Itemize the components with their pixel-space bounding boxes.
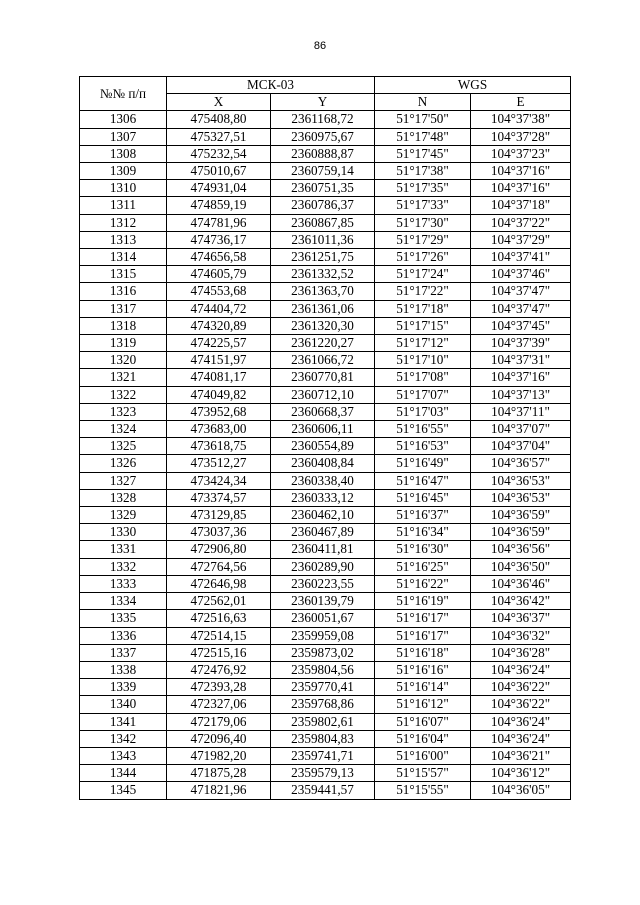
cell-e: 104°37'39" — [471, 335, 571, 352]
cell-e: 104°36'24" — [471, 713, 571, 730]
cell-x: 473683,00 — [167, 421, 271, 438]
cell-n: 51°16'53" — [375, 438, 471, 455]
cell-n: 51°17'12" — [375, 335, 471, 352]
cell-y: 2360051,67 — [271, 610, 375, 627]
table-row — [80, 283, 571, 300]
cell-e: 104°36'42" — [471, 593, 571, 610]
cell-number: 1321 — [80, 369, 167, 386]
table-row — [80, 421, 571, 438]
table-row — [80, 369, 571, 386]
cell-y: 2359768,86 — [271, 696, 375, 713]
cell-e: 104°37'45" — [471, 317, 571, 334]
cell-n: 51°16'30" — [375, 541, 471, 558]
cell-e: 104°37'46" — [471, 266, 571, 283]
page-number: 86 — [313, 40, 327, 52]
cell-number: 1319 — [80, 335, 167, 352]
cell-x: 471982,20 — [167, 747, 271, 764]
cell-e: 104°36'21" — [471, 747, 571, 764]
cell-n: 51°16'00" — [375, 747, 471, 764]
cell-number: 1328 — [80, 489, 167, 506]
cell-y: 2360751,35 — [271, 180, 375, 197]
cell-e: 104°36'59" — [471, 507, 571, 524]
cell-number: 1326 — [80, 455, 167, 472]
table-row — [80, 679, 571, 696]
cell-number: 1322 — [80, 386, 167, 403]
table-row — [80, 730, 571, 747]
cell-number: 1318 — [80, 317, 167, 334]
table-row — [80, 696, 571, 713]
table-row — [80, 403, 571, 420]
cell-y: 2360975,67 — [271, 128, 375, 145]
header-row-number: №№ п/п — [80, 77, 167, 111]
cell-n: 51°15'55" — [375, 782, 471, 799]
cell-number: 1307 — [80, 128, 167, 145]
cell-y: 2359959,08 — [271, 627, 375, 644]
cell-number: 1317 — [80, 300, 167, 317]
cell-x: 474404,72 — [167, 300, 271, 317]
cell-number: 1339 — [80, 679, 167, 696]
cell-y: 2360223,55 — [271, 575, 375, 592]
cell-n: 51°17'07" — [375, 386, 471, 403]
cell-e: 104°37'18" — [471, 197, 571, 214]
cell-e: 104°37'28" — [471, 128, 571, 145]
cell-number: 1311 — [80, 197, 167, 214]
cell-x: 475327,51 — [167, 128, 271, 145]
cell-e: 104°36'59" — [471, 524, 571, 541]
cell-number: 1331 — [80, 541, 167, 558]
cell-y: 2359804,56 — [271, 661, 375, 678]
table-row — [80, 489, 571, 506]
cell-x: 472646,98 — [167, 575, 271, 592]
cell-x: 474781,96 — [167, 214, 271, 231]
table-row — [80, 352, 571, 369]
cell-n: 51°17'33" — [375, 197, 471, 214]
cell-number: 1316 — [80, 283, 167, 300]
cell-n: 51°17'10" — [375, 352, 471, 369]
table-row — [80, 317, 571, 334]
table-row — [80, 593, 571, 610]
table-row — [80, 472, 571, 489]
cell-e: 104°36'32" — [471, 627, 571, 644]
cell-x: 472906,80 — [167, 541, 271, 558]
cell-n: 51°16'14" — [375, 679, 471, 696]
cell-n: 51°16'12" — [375, 696, 471, 713]
table-row — [80, 541, 571, 558]
cell-e: 104°37'47" — [471, 283, 571, 300]
table-row — [80, 661, 571, 678]
cell-x: 473512,27 — [167, 455, 271, 472]
cell-n: 51°16'18" — [375, 644, 471, 661]
cell-y: 2360712,10 — [271, 386, 375, 403]
cell-y: 2360338,40 — [271, 472, 375, 489]
table-row — [80, 747, 571, 764]
header-col-x: X — [167, 94, 271, 111]
cell-x: 474081,17 — [167, 369, 271, 386]
table-row — [80, 765, 571, 782]
cell-x: 474553,68 — [167, 283, 271, 300]
cell-y: 2359873,02 — [271, 644, 375, 661]
cell-e: 104°37'16" — [471, 369, 571, 386]
cell-e: 104°36'53" — [471, 489, 571, 506]
table-row — [80, 627, 571, 644]
cell-y: 2361011,36 — [271, 231, 375, 248]
cell-x: 472096,40 — [167, 730, 271, 747]
table-body — [80, 111, 571, 799]
table-row — [80, 266, 571, 283]
cell-n: 51°17'35" — [375, 180, 471, 197]
table-row — [80, 782, 571, 799]
cell-number: 1310 — [80, 180, 167, 197]
cell-number: 1329 — [80, 507, 167, 524]
table-row — [80, 386, 571, 403]
cell-y: 2360462,10 — [271, 507, 375, 524]
cell-y: 2361251,75 — [271, 249, 375, 266]
cell-e: 104°37'41" — [471, 249, 571, 266]
cell-n: 51°16'22" — [375, 575, 471, 592]
cell-y: 2359770,41 — [271, 679, 375, 696]
table-row — [80, 507, 571, 524]
cell-e: 104°37'16" — [471, 180, 571, 197]
table-header — [80, 77, 571, 111]
cell-y: 2361361,06 — [271, 300, 375, 317]
cell-number: 1309 — [80, 163, 167, 180]
cell-e: 104°36'12" — [471, 765, 571, 782]
cell-number: 1325 — [80, 438, 167, 455]
cell-y: 2361220,27 — [271, 335, 375, 352]
cell-y: 2360411,81 — [271, 541, 375, 558]
cell-y: 2360867,85 — [271, 214, 375, 231]
cell-n: 51°16'37" — [375, 507, 471, 524]
cell-y: 2361363,70 — [271, 283, 375, 300]
cell-e: 104°36'50" — [471, 558, 571, 575]
cell-e: 104°37'11" — [471, 403, 571, 420]
cell-y: 2360888,87 — [271, 145, 375, 162]
cell-x: 472562,01 — [167, 593, 271, 610]
cell-n: 51°15'57" — [375, 765, 471, 782]
cell-y: 2360668,37 — [271, 403, 375, 420]
cell-n: 51°17'50" — [375, 111, 471, 128]
cell-e: 104°37'47" — [471, 300, 571, 317]
cell-x: 474151,97 — [167, 352, 271, 369]
cell-number: 1345 — [80, 782, 167, 799]
cell-x: 472327,06 — [167, 696, 271, 713]
cell-x: 475408,80 — [167, 111, 271, 128]
cell-number: 1306 — [80, 111, 167, 128]
cell-number: 1334 — [80, 593, 167, 610]
cell-number: 1313 — [80, 231, 167, 248]
table-row — [80, 197, 571, 214]
cell-y: 2360139,79 — [271, 593, 375, 610]
cell-x: 474049,82 — [167, 386, 271, 403]
cell-x: 472476,92 — [167, 661, 271, 678]
cell-y: 2359441,57 — [271, 782, 375, 799]
cell-e: 104°37'07" — [471, 421, 571, 438]
table-row — [80, 558, 571, 575]
header-col-e: E — [471, 94, 571, 111]
header-col-n: N — [375, 94, 471, 111]
cell-x: 473374,57 — [167, 489, 271, 506]
cell-number: 1308 — [80, 145, 167, 162]
table-row — [80, 575, 571, 592]
cell-x: 472516,63 — [167, 610, 271, 627]
header-group-wgs: WGS — [375, 77, 571, 94]
cell-number: 1342 — [80, 730, 167, 747]
cell-number: 1344 — [80, 765, 167, 782]
cell-n: 51°16'34" — [375, 524, 471, 541]
cell-x: 473618,75 — [167, 438, 271, 455]
cell-n: 51°16'25" — [375, 558, 471, 575]
cell-e: 104°36'37" — [471, 610, 571, 627]
cell-number: 1315 — [80, 266, 167, 283]
cell-number: 1320 — [80, 352, 167, 369]
table-row — [80, 214, 571, 231]
cell-y: 2361066,72 — [271, 352, 375, 369]
cell-number: 1343 — [80, 747, 167, 764]
cell-number: 1312 — [80, 214, 167, 231]
cell-e: 104°36'53" — [471, 472, 571, 489]
table-row — [80, 231, 571, 248]
cell-y: 2360408,84 — [271, 455, 375, 472]
cell-n: 51°16'49" — [375, 455, 471, 472]
cell-number: 1336 — [80, 627, 167, 644]
table-row — [80, 163, 571, 180]
cell-x: 474859,19 — [167, 197, 271, 214]
table-row — [80, 713, 571, 730]
cell-n: 51°17'45" — [375, 145, 471, 162]
cell-e: 104°37'04" — [471, 438, 571, 455]
cell-x: 474605,79 — [167, 266, 271, 283]
table-row — [80, 438, 571, 455]
cell-x: 474736,17 — [167, 231, 271, 248]
cell-x: 472514,15 — [167, 627, 271, 644]
cell-e: 104°37'23" — [471, 145, 571, 162]
cell-e: 104°36'28" — [471, 644, 571, 661]
cell-e: 104°37'13" — [471, 386, 571, 403]
cell-n: 51°17'30" — [375, 214, 471, 231]
coordinates-table — [79, 76, 571, 800]
cell-n: 51°16'45" — [375, 489, 471, 506]
cell-e: 104°36'56" — [471, 541, 571, 558]
cell-x: 474225,57 — [167, 335, 271, 352]
cell-x: 473037,36 — [167, 524, 271, 541]
cell-number: 1314 — [80, 249, 167, 266]
header-col-y: Y — [271, 94, 375, 111]
cell-e: 104°36'24" — [471, 730, 571, 747]
cell-e: 104°37'16" — [471, 163, 571, 180]
cell-x: 475010,67 — [167, 163, 271, 180]
cell-n: 51°16'04" — [375, 730, 471, 747]
cell-x: 471875,28 — [167, 765, 271, 782]
cell-y: 2359804,83 — [271, 730, 375, 747]
cell-n: 51°17'15" — [375, 317, 471, 334]
table-row — [80, 455, 571, 472]
cell-n: 51°17'08" — [375, 369, 471, 386]
cell-y: 2360289,90 — [271, 558, 375, 575]
cell-n: 51°16'47" — [375, 472, 471, 489]
cell-x: 472179,06 — [167, 713, 271, 730]
table-row — [80, 610, 571, 627]
cell-number: 1335 — [80, 610, 167, 627]
cell-y: 2360770,81 — [271, 369, 375, 386]
cell-x: 473424,34 — [167, 472, 271, 489]
cell-y: 2361320,30 — [271, 317, 375, 334]
cell-y: 2359802,61 — [271, 713, 375, 730]
cell-n: 51°16'19" — [375, 593, 471, 610]
table-row — [80, 644, 571, 661]
cell-x: 471821,96 — [167, 782, 271, 799]
cell-x: 472393,28 — [167, 679, 271, 696]
cell-x: 472764,56 — [167, 558, 271, 575]
cell-x: 475232,54 — [167, 145, 271, 162]
cell-e: 104°37'29" — [471, 231, 571, 248]
cell-n: 51°16'07" — [375, 713, 471, 730]
cell-number: 1340 — [80, 696, 167, 713]
table-row — [80, 300, 571, 317]
cell-x: 473952,68 — [167, 403, 271, 420]
cell-number: 1324 — [80, 421, 167, 438]
cell-n: 51°17'22" — [375, 283, 471, 300]
table-row — [80, 335, 571, 352]
cell-x: 474656,58 — [167, 249, 271, 266]
cell-number: 1341 — [80, 713, 167, 730]
cell-number: 1327 — [80, 472, 167, 489]
cell-number: 1337 — [80, 644, 167, 661]
cell-n: 51°17'26" — [375, 249, 471, 266]
cell-x: 474320,89 — [167, 317, 271, 334]
cell-e: 104°36'57" — [471, 455, 571, 472]
cell-e: 104°37'22" — [471, 214, 571, 231]
cell-e: 104°36'22" — [471, 679, 571, 696]
cell-x: 472515,16 — [167, 644, 271, 661]
cell-number: 1333 — [80, 575, 167, 592]
cell-y: 2361168,72 — [271, 111, 375, 128]
cell-y: 2360606,11 — [271, 421, 375, 438]
cell-e: 104°36'22" — [471, 696, 571, 713]
table-row — [80, 249, 571, 266]
table-row — [80, 524, 571, 541]
cell-n: 51°17'48" — [375, 128, 471, 145]
cell-number: 1323 — [80, 403, 167, 420]
cell-y: 2361332,52 — [271, 266, 375, 283]
cell-number: 1332 — [80, 558, 167, 575]
cell-y: 2360333,12 — [271, 489, 375, 506]
table-row — [80, 180, 571, 197]
cell-y: 2360786,37 — [271, 197, 375, 214]
cell-x: 474931,04 — [167, 180, 271, 197]
cell-n: 51°16'55" — [375, 421, 471, 438]
cell-number: 1338 — [80, 661, 167, 678]
cell-n: 51°16'17" — [375, 627, 471, 644]
cell-y: 2360759,14 — [271, 163, 375, 180]
table-row — [80, 111, 571, 128]
header-group-msk03: МСК-03 — [167, 77, 375, 94]
cell-n: 51°16'17" — [375, 610, 471, 627]
cell-y: 2360554,89 — [271, 438, 375, 455]
cell-n: 51°17'18" — [375, 300, 471, 317]
table-row — [80, 128, 571, 145]
cell-n: 51°17'03" — [375, 403, 471, 420]
cell-n: 51°17'29" — [375, 231, 471, 248]
table-row — [80, 145, 571, 162]
cell-e: 104°36'46" — [471, 575, 571, 592]
cell-e: 104°37'38" — [471, 111, 571, 128]
cell-y: 2360467,89 — [271, 524, 375, 541]
cell-y: 2359741,71 — [271, 747, 375, 764]
cell-e: 104°37'31" — [471, 352, 571, 369]
cell-n: 51°17'38" — [375, 163, 471, 180]
cell-n: 51°17'24" — [375, 266, 471, 283]
cell-e: 104°36'05" — [471, 782, 571, 799]
cell-n: 51°16'16" — [375, 661, 471, 678]
cell-x: 473129,85 — [167, 507, 271, 524]
cell-number: 1330 — [80, 524, 167, 541]
cell-y: 2359579,13 — [271, 765, 375, 782]
cell-e: 104°36'24" — [471, 661, 571, 678]
